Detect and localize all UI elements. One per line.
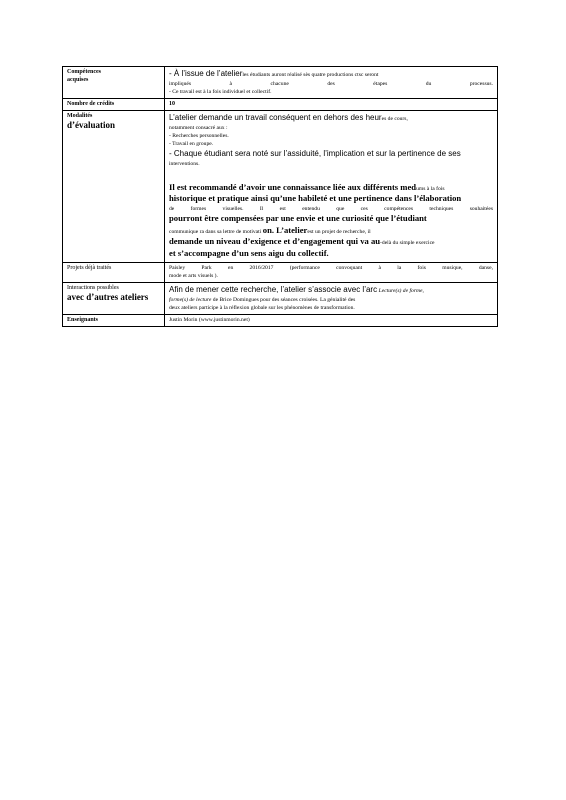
modalites-line4: - Travail en groupe. — [169, 140, 214, 147]
competences-lead: - À l’issue de l’atelier — [169, 69, 243, 78]
enseignants-value: Justin Morin (www.justinmorin.net) — [169, 316, 250, 323]
modalites-p2-line7: et s’accompagne d’un sens aigu du collectif. — [169, 248, 329, 259]
modalites-p2-line1-bold: Il est recommandé d’avoir une connaissance liée aux différents med — [169, 181, 417, 192]
interactions-line2-rest: de Brice Domingues pour des séances croisées. La génialité des — [212, 296, 356, 303]
label-credits-text: Nombre de crédits — [67, 100, 115, 107]
modalites-line1-big: L’atelier demande un travail conséquent en dehors des heur — [169, 113, 382, 122]
value-modalites — [165, 111, 497, 262]
modalites-p2-line3: de formes visuelles. Il est entendu que ces compétences techniques souhaitées — [169, 206, 493, 212]
label-modalites-line1: Modalités — [67, 113, 93, 119]
modalites-p2-line6-bold: demande un niveau d’exigence et d’engagement qui va au — [169, 236, 381, 247]
modalites-p2-line6-small: -delà du simple exercice — [380, 240, 435, 247]
course-info-table — [62, 66, 498, 327]
label-competences-line1: Compétences — [67, 69, 101, 75]
row-competences — [63, 67, 497, 99]
projets-line2: mode et arts visuels ). — [169, 272, 218, 279]
modalites-p2-line5-bold: on. L’atelier — [262, 224, 308, 235]
row-enseignants — [63, 315, 497, 326]
label-credits — [63, 99, 165, 110]
modalites-line3: - Recherches personnelles. — [169, 132, 229, 139]
modalites-line5: - Chaque étudiant sera noté sur l’assiduité, l’implication et sur la pertinence de ses — [169, 149, 461, 159]
label-interactions — [63, 283, 165, 314]
row-credits — [63, 99, 497, 111]
competences-line3: - Ce travail est à la fois individuel et collectif. — [169, 88, 272, 95]
label-projets — [63, 263, 165, 282]
value-interactions — [165, 283, 497, 314]
value-enseignants — [165, 315, 497, 326]
interactions-line1-sans: Afin de mener cette recherche, l’atelier s’associe avec l’arc — [169, 284, 378, 294]
paragraph-spacer — [169, 168, 493, 182]
label-modalites — [63, 111, 165, 262]
credits-value: 10 — [169, 100, 175, 107]
row-projets — [63, 263, 497, 283]
label-projets-text: Projets déjà traités — [67, 264, 112, 271]
value-projets — [165, 263, 497, 282]
label-modalites-line2: d’évaluation — [67, 120, 116, 131]
row-interactions — [63, 283, 497, 315]
value-competences — [165, 67, 497, 98]
modalites-p2-line1-small: ums à la fois — [416, 185, 445, 192]
interactions-line2-italic: forme(s) de lecture — [169, 296, 212, 303]
modalites-line6: interventions. — [169, 160, 200, 167]
modalites-line1-small: es de cours, — [381, 116, 408, 122]
modalites-p2-line5-b: est un projet de recherche, il — [307, 228, 371, 235]
label-enseignants-text: Enseignants — [67, 316, 99, 323]
interactions-line3: deux ateliers participe à la réflexion globale sur les phénomènes de transformation. — [169, 304, 355, 311]
modalites-p2-line2: historique et pratique ainsi qu’une habileté et une pertinence dans l’élaboration — [169, 193, 462, 204]
projets-line1: Paisley Park en 2016/2017 (performance convoquant à la fois musique, danse, — [169, 264, 493, 271]
interactions-line1-italic: Lecture(s) de forme, — [378, 287, 424, 294]
value-credits — [165, 99, 497, 110]
label-interactions-line1: Interactions possibles — [67, 284, 119, 291]
competences-line2: impliqués à chacune des étapes du processus. — [169, 80, 493, 87]
label-competences — [63, 67, 165, 98]
label-interactions-line2: avec d’autres ateliers — [67, 291, 149, 302]
modalites-p2-line4: pourront être compensées par une envie et une curiosité que l’étudiant — [169, 213, 427, 224]
label-competences-line2: acquises — [67, 77, 89, 84]
row-modalites — [63, 111, 497, 263]
label-enseignants — [63, 315, 165, 326]
modalites-line2: notamment consacré aux : — [169, 124, 228, 131]
competences-line1-rest: les étudiants auront réalisé sès quatre productions ctsc seront — [242, 72, 379, 78]
modalites-p2-line5-a: communique ra dans sa lettre de motivati — [169, 228, 262, 235]
